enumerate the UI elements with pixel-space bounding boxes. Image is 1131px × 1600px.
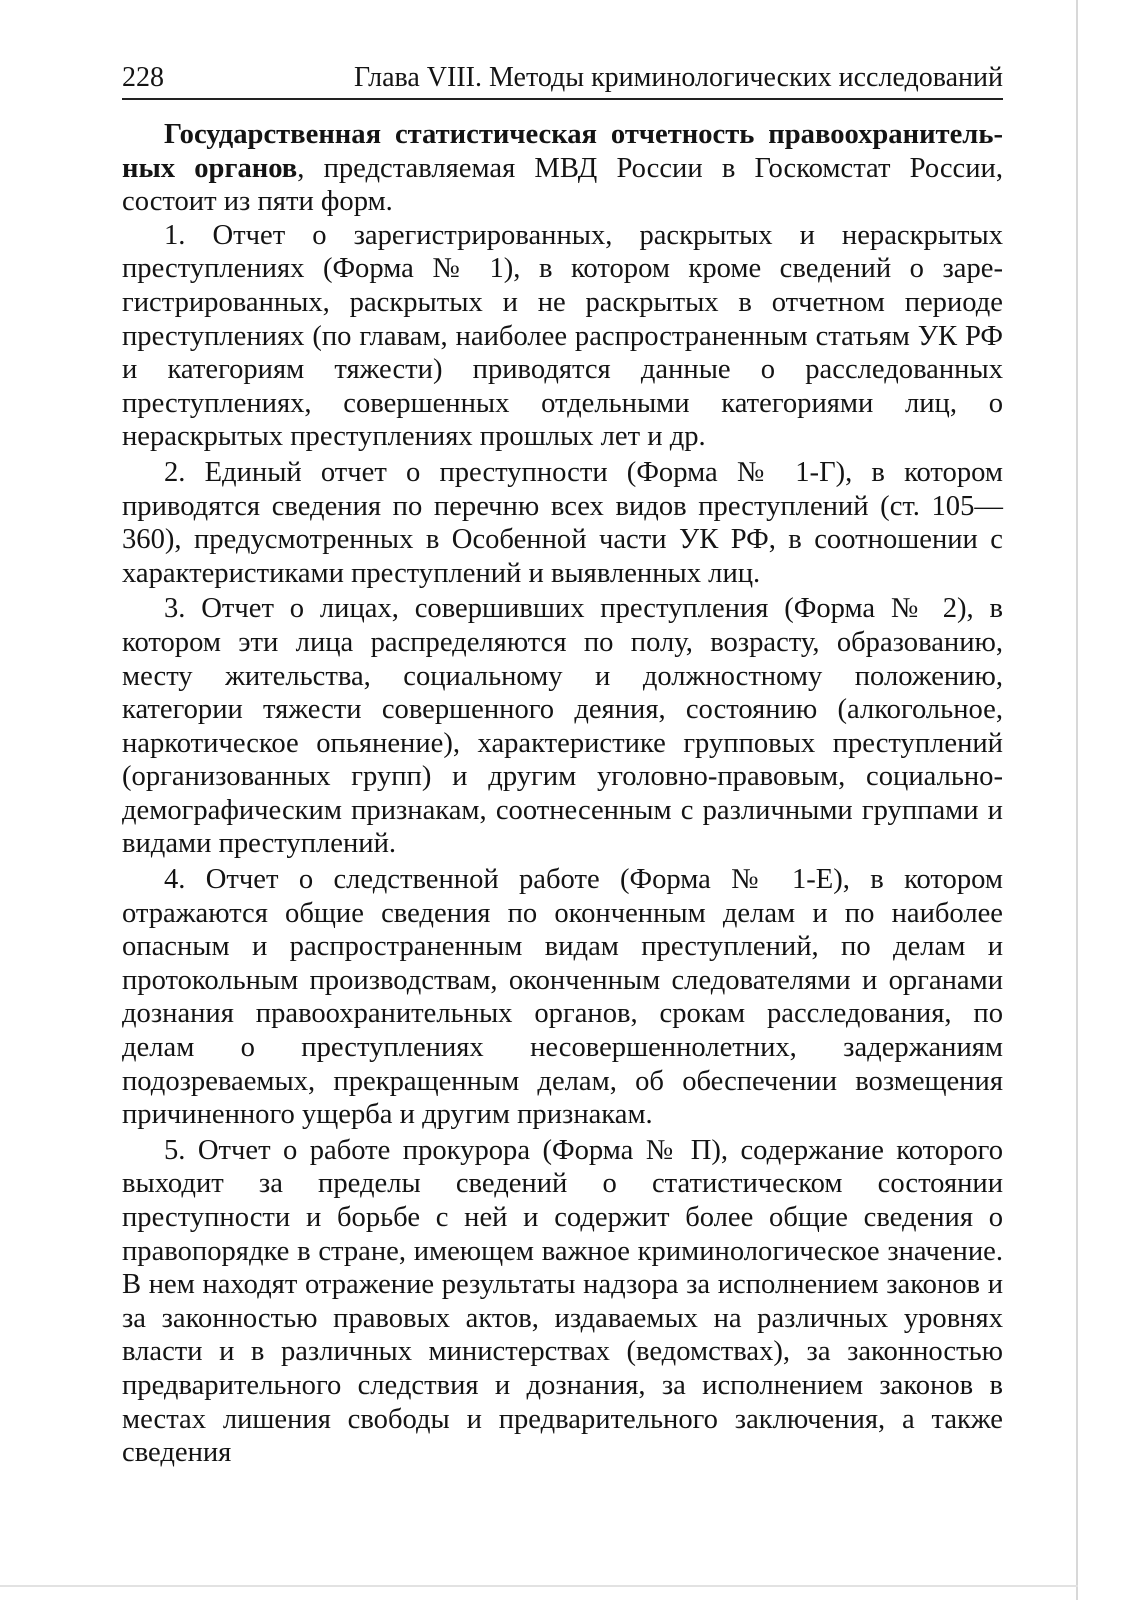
intro-bold-lead: Государственная статистическая отчетность правоохранительных органов — [122, 119, 1003, 184]
list-item-form-1g: 2. Единый отчет о преступности (Форма № 1-Г), в котором приводятся сведения по перечню всех видов преступлений (ст. 105—360), предусмотренных в Особенной части УК РФ, в соотношении с характеристиками преступлений и выявленных лиц. — [122, 456, 1003, 589]
page-number: 228 — [122, 62, 164, 93]
intro-paragraph — [122, 118, 1003, 219]
scan-edge-right — [1076, 0, 1078, 1600]
intro-text: , представляемая МВД России в Госкомстат России, состоит из пяти форм. — [122, 152, 1003, 218]
page-header — [122, 58, 1003, 100]
list-item-form-1e: 4. Отчет о следственной работе (Форма № 1-Е), в котором отражаются общие сведения по оконченным делам и по наиболее опасным и распространенным видам преступлений, по делам и протокольным производствам, оконченным следователями и органами дознания правоохранительных органов, срокам расследования, по делам о преступлениях несовершеннолетних, задержаниям подозреваемых, прекращенным делам, об обеспечении возмещения причиненного ущерба и другим признакам. — [122, 864, 1003, 1131]
list-item-form-1: 1. Отчет о зарегистрированных, раскрытых и нераскрытых преступлениях (Форма № 1), в котором кроме сведений о зарегистрированных, раскрытых и не раскрытых в отчетном периоде преступлениях (по главам, наиболее распространенным статьям УК РФ и категориям тяжести) приводятся данные о расследованных преступлениях, совершенных отдельными категориями лиц, о нераскрытых преступлениях прошлых лет и др. — [122, 219, 1003, 453]
scan-edge-bottom — [0, 1585, 1078, 1587]
list-item-form-2: 3. Отчет о лицах, совершивших преступления (Форма № 2), в котором эти лица распределяются по полу, возрасту, образованию, месту жительства, социальному и должностному положению, категории тяжести совершенного деяния, состоянию (алкогольное, наркотическое опьянение), характеристике групповых преступлений (организованных групп) и другим уголовно-правовым, социально-демографическим признакам, соотнесенным с различными группами и видами преступлений. — [122, 593, 1003, 860]
running-title: Глава VIII. Методы криминологических исследований — [354, 62, 1003, 93]
list-item-form-p: 5. Отчет о работе прокурора (Форма № П), содержание которого выходит за пределы сведений о статистическом состоянии преступности и борьбе с ней и содержит более общие сведения о правопорядке в стране, имеющем важное криминологическое значение. В нем находят отражение результаты надзора за исполнением законов и за законностью правовых актов, издаваемых на различных уровнях власти и в различных министерствах (ведомствах), за законностью предварительного следствия и дознания, за исполнением законов в местах лишения свободы и предварительного заключения, а также сведения — [122, 1134, 1003, 1469]
body-text — [122, 118, 1003, 1472]
